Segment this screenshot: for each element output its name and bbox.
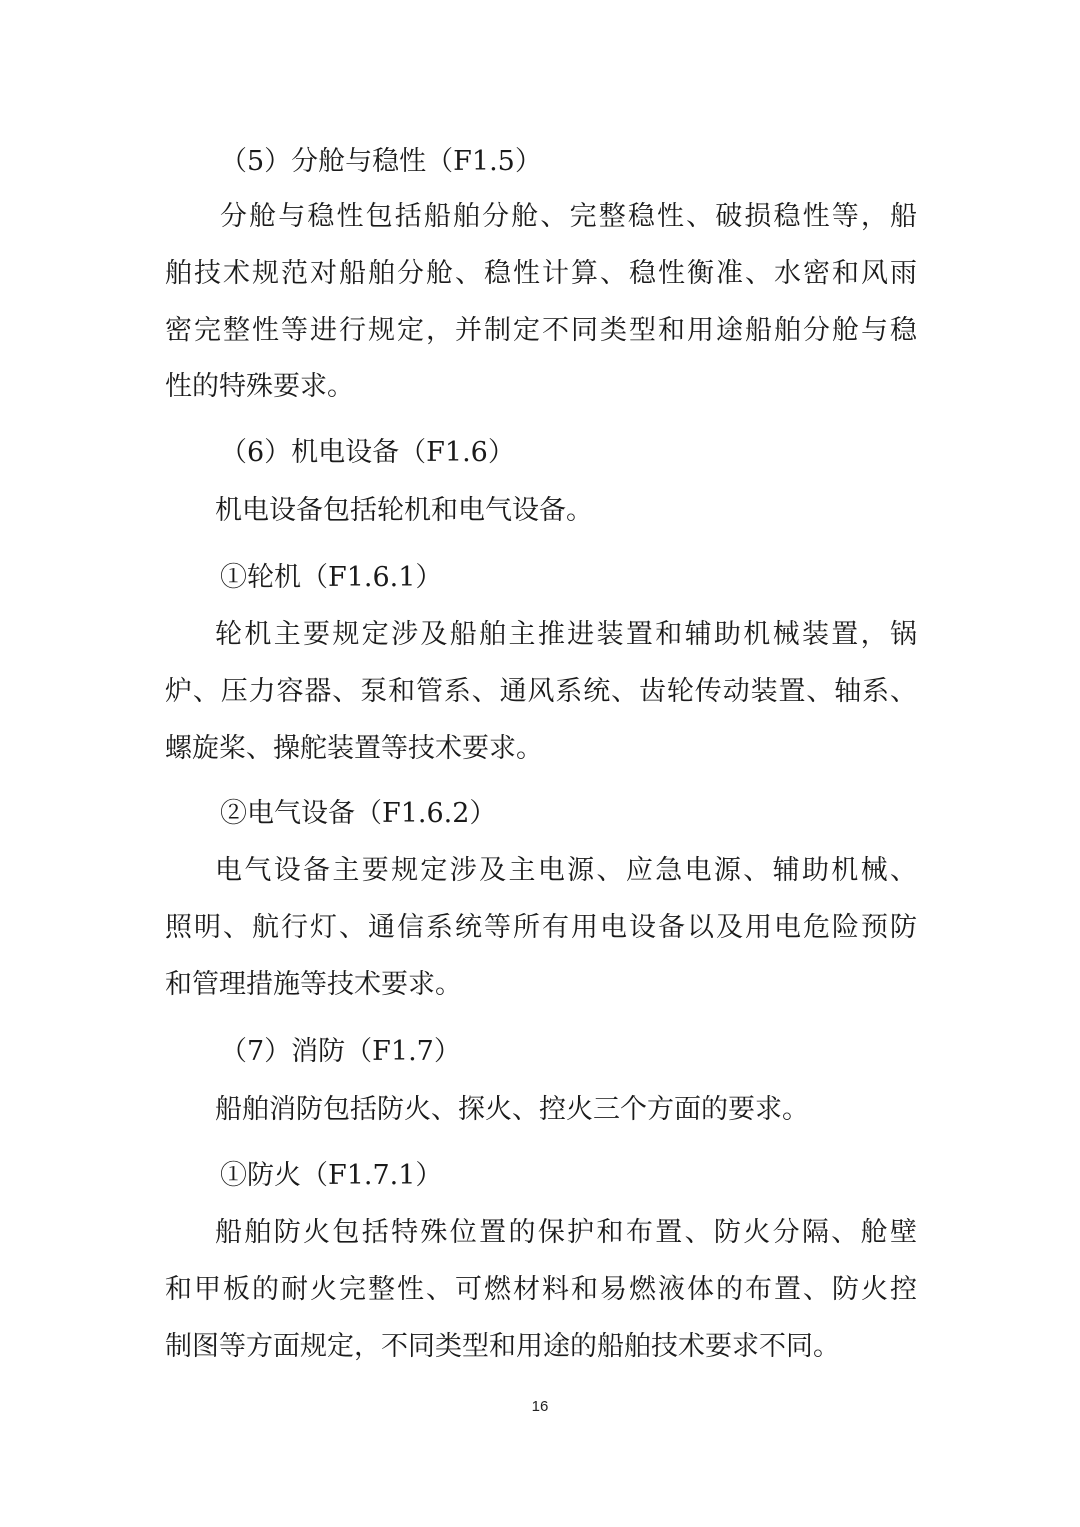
section-heading: （5）分舱与稳性（F1.5） <box>220 146 542 177</box>
paragraph-line: 炉、压力容器、泵和管系、通风系统、齿轮传动装置、轴系、 <box>165 676 917 707</box>
paragraph-line: 分舱与稳性包括船舶分舱、完整稳性、破损稳性等，船 <box>220 201 917 232</box>
page-number: 16 <box>531 1398 549 1415</box>
paragraph-line: 螺旋桨、操舵装置等技术要求。 <box>165 733 543 764</box>
paragraph-line: 船舶防火包括特殊位置的保护和布置、防火分隔、舱壁 <box>215 1217 917 1248</box>
paragraph-line: 电气设备主要规定涉及主电源、应急电源、辅助机械、 <box>215 855 917 886</box>
paragraph-line: 密完整性等进行规定，并制定不同类型和用途船舶分舱与稳 <box>165 315 917 346</box>
paragraph-line: 照明、航行灯、通信系统等所有用电设备以及用电危险预防 <box>165 912 917 943</box>
paragraph-line: 轮机主要规定涉及船舶主推进装置和辅助机械装置，锅 <box>215 619 917 650</box>
section-heading: （7）消防（F1.7） <box>220 1036 461 1067</box>
section-heading: （6）机电设备（F1.6） <box>220 437 515 468</box>
paragraph-line: 和甲板的耐火完整性、可燃材料和易燃液体的布置、防火控 <box>165 1274 917 1305</box>
paragraph-line: 船舶消防包括防火、探火、控火三个方面的要求。 <box>215 1094 809 1125</box>
paragraph-line: 性的特殊要求。 <box>165 371 354 402</box>
paragraph-line: 舶技术规范对船舶分舱、稳性计算、稳性衡准、水密和风雨 <box>165 258 917 289</box>
paragraph-line: 机电设备包括轮机和电气设备。 <box>215 495 593 526</box>
paragraph-line: 和管理措施等技术要求。 <box>165 969 462 1000</box>
subsection-heading: ①轮机（F1.6.1） <box>220 562 443 593</box>
subsection-heading: ②电气设备（F1.6.2） <box>220 798 497 829</box>
paragraph-line: 制图等方面规定，不同类型和用途的船舶技术要求不同。 <box>165 1331 840 1362</box>
subsection-heading: ①防火（F1.7.1） <box>220 1160 443 1191</box>
